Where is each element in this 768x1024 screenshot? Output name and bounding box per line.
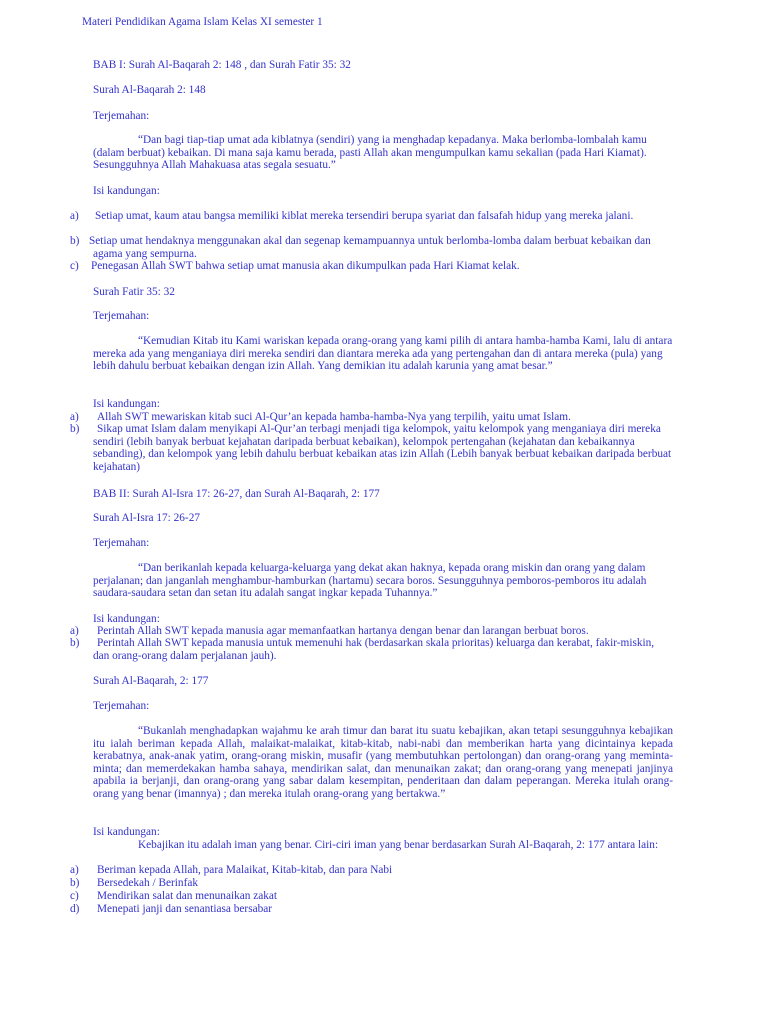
bab2-s1-title: Surah Al-Isra 17: 26-27	[93, 512, 200, 524]
bab1-s2-terjemahan-label: Terjemahan:	[93, 310, 150, 322]
list-item-label: b)	[70, 423, 80, 435]
list-item-label: b)	[70, 637, 80, 649]
bab1-s2-title: Surah Fatir 35: 32	[93, 286, 175, 298]
list-item: Bersedekah / Berinfak	[97, 877, 199, 889]
bab1-s1-terjemahan-label: Terjemahan:	[93, 110, 150, 122]
bab2-title: BAB II: Surah Al-Isra 17: 26-27, dan Surah Al-Baqarah, 2: 177	[93, 488, 380, 500]
list-item-label: a)	[70, 411, 79, 423]
bab2-s1-quote: “Dan berikanlah kepada keluarga-keluarga yang dekat akan haknya, kepada orang miskin dan orang yang dalam perjalanan; dan janganlah menghambur-hamburkan (hartamu) secara boros. Sesungguhnya pemboros-pemboros itu adalah saudara-saudara setan dan setan itu adalah sangat ingkar kepada Tuhannya.”	[93, 562, 647, 600]
bab1-s1-quote: “Dan bagi tiap-tiap umat ada kiblatnya (sendiri) yang ia menghadap kepadanya. Maka berlomba-lombalah kamu (dalam berbuat) kebaikan. Di mana saja kamu berada, pasti Allah akan mengumpulkan kamu sekalian (pada Hari Kiamat). Sesungguhnya Allah Mahakuasa atas segala sesuatu.”	[93, 134, 647, 172]
list-item: Menepati janji dan senantiasa bersabar	[97, 903, 273, 915]
bab2-s1-terjemahan-label: Terjemahan:	[93, 537, 150, 549]
list-item: Setiap umat hendaknya menggunakan akal dan segenap kemampuannya untuk berlomba-lomba dalam berbuat kebaikan dan agama yang sempurna.	[89, 235, 651, 260]
bab2-s2-title: Surah Al-Baqarah, 2: 177	[93, 675, 209, 687]
list-item-label: b)	[70, 877, 80, 889]
bab2-s2-terjemahan-label: Terjemahan:	[93, 700, 150, 712]
list-item: Perintah Allah SWT kepada manusia agar memanfaatkan hartanya dengan benar dan larangan berbuat boros.	[97, 625, 589, 637]
bab1-s1-isi-label: Isi kandungan:	[93, 185, 160, 197]
bab2-s2-isi-label: Isi kandungan:	[93, 826, 160, 838]
bab2-s2-quote: “Bukanlah menghadapkan wajahmu ke arah timur dan barat itu suatu kebajikan, akan tetapi sesungguhnya kebajikan itu ialah beriman kepada Allah, malaikat-malaikat, kitab-kitab, nabi-nabi dan memberikan harta yang dicintainya kepada kerabatnya, anak-anak yatim, orang-orang miskin, musafir (yang membutuhkan pertolongan) dan orang-orang yang meminta-minta; dan memerdekakan hamba sahaya, mendirikan salat, dan menunaikan zakat; dan orang-orang yang menepati janjinya apabila ia berjanji, dan orang-orang yang sabar dalam kesempitan, penderitaan dan dalam peperangan. Mereka itulah orang-orang yang benar (imannya) ; dan mereka itulah orang-orang yang bertakwa.”	[93, 725, 673, 800]
bab1-s2-quote: “Kemudian Kitab itu Kami wariskan kepada orang-orang yang kami pilih di antara hamba-hamba Kami, lalu di antara mereka ada yang menganiaya diri mereka sendiri dan diantara mereka ada yang pertengahan dan di antara mereka (pula) yang lebih dahulu berbuat kebaikan dengan izin Allah. Yang demikian itu adalah karunia yang amat besar.”	[93, 335, 673, 373]
list-item: Setiap umat, kaum atau bangsa memiliki kiblat mereka tersendiri berupa syariat dan falsafah hidup yang mereka jalani.	[95, 210, 634, 222]
list-item: Allah SWT mewariskan kitab suci Al-Qur’an kepada hamba-hamba-Nya yang terpilih, yaitu umat Islam.	[97, 411, 571, 423]
list-item-label: b)	[70, 235, 80, 247]
list-item-label: a)	[70, 210, 79, 222]
list-item: Penegasan Allah SWT bahwa setiap umat manusia akan dikumpulkan pada Hari Kiamat kelak.	[91, 260, 520, 272]
bab1-title: BAB I: Surah Al-Baqarah 2: 148 , dan Surah Fatir 35: 32	[93, 59, 351, 71]
list-item: Sikap umat Islam dalam menyikapi Al-Qur’an terbagi menjadi tiga kelompok, yaitu kelompok yang menganiaya diri mereka sendiri (lebih banyak berbuat kejahatan daripada berbuat kebaikan), kelompok pertengahan (kejahatan dan kebaikannya sebanding), dan kelompok yang lebih dahulu berbuat kebaikan atas izin Allah (Lebih banyak berbuat kebaikan daripada berbuat kejahatan)	[93, 423, 672, 473]
list-item-label: d)	[70, 903, 80, 915]
list-item-label: c)	[70, 890, 79, 902]
bab2-s2-intro: Kebajikan itu adalah iman yang benar. Ciri-ciri iman yang benar berdasarkan Surah Al-Baqarah, 2: 177 antara lain:	[138, 839, 659, 851]
list-item-label: c)	[70, 260, 79, 272]
bab2-s1-isi-label: Isi kandungan:	[93, 613, 160, 625]
bab1-s1-title: Surah Al-Baqarah 2: 148	[93, 84, 206, 96]
list-item-label: a)	[70, 625, 79, 637]
document-header: Materi Pendidikan Agama Islam Kelas XI semester 1	[82, 16, 323, 28]
bab1-s2-isi-label: Isi kandungan:	[93, 398, 160, 410]
list-item-label: a)	[70, 864, 79, 876]
list-item: Perintah Allah SWT kepada manusia untuk memenuhi hak (berdasarkan skala prioritas) keluarga dan kerabat, fakir-miskin, dan orang-orang dalam perjalanan jauh).	[93, 637, 655, 662]
list-item: Mendirikan salat dan menunaikan zakat	[97, 890, 278, 902]
list-item: Beriman kepada Allah, para Malaikat, Kitab-kitab, dan para Nabi	[97, 864, 393, 876]
